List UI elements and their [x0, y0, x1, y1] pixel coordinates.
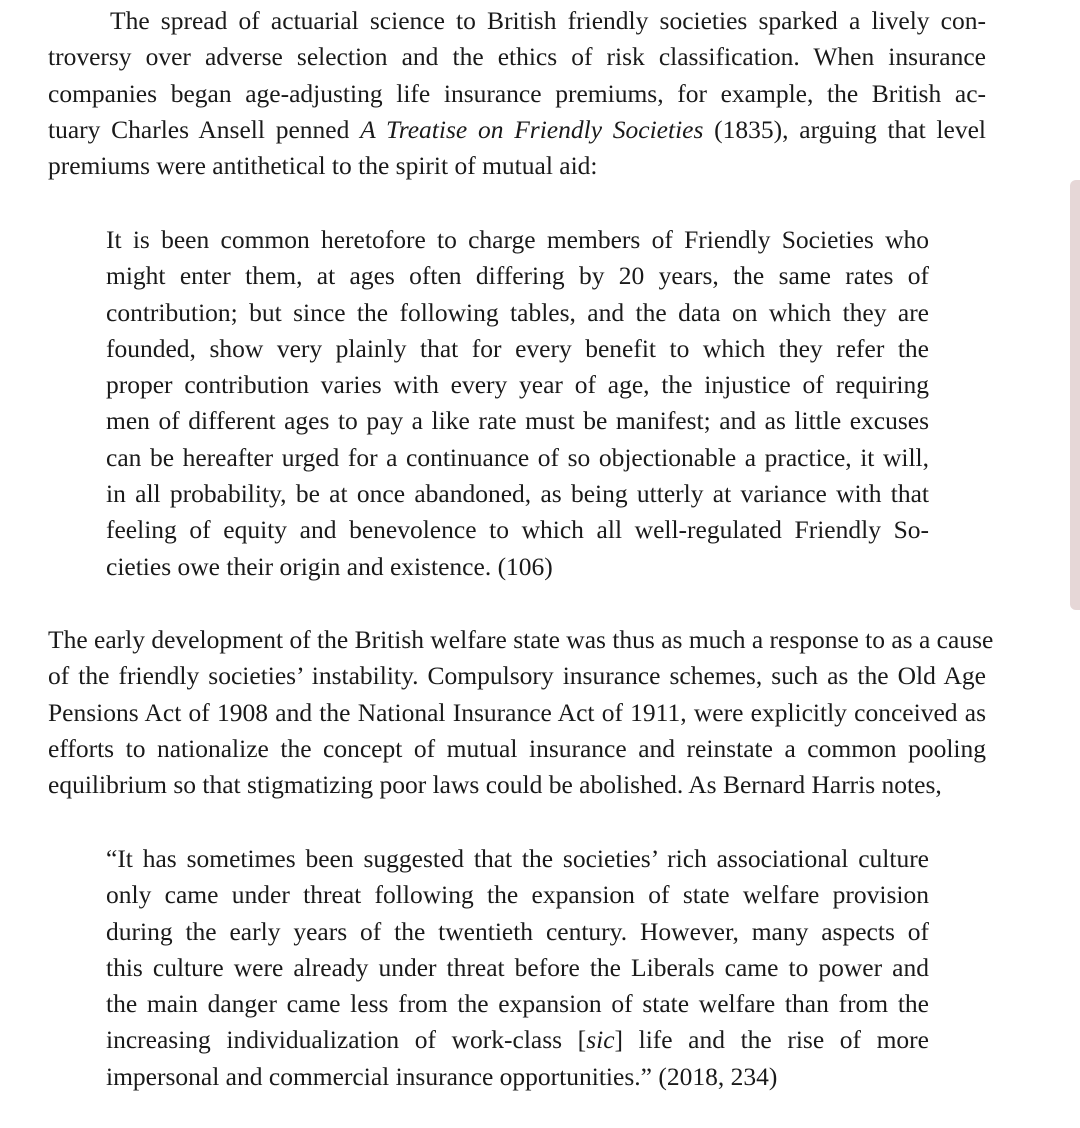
scrollbar-thumb[interactable]: [1070, 180, 1080, 610]
quote-line: It is been common heretofore to charge members of Friendly Societies who: [106, 225, 929, 254]
text-line: The early development of the British welfare state was thus as much a response to as a cause: [48, 625, 994, 654]
quote-line: men of different ages to pay a like rate must be manifest; and as little excuses: [106, 406, 929, 436]
quote-line: cieties owe their origin and existence. (106): [106, 551, 553, 581]
quote-line: in all probability, be at once abandoned, as being utterly at variance with that: [106, 479, 929, 509]
quote-line: increasing individualization of work-class [sic] life and the rise of more: [106, 1025, 929, 1055]
quote-line: “It has sometimes been suggested that the societies’ rich associational culture: [106, 844, 929, 873]
quote-line: only came under threat following the expansion of state welfare provision: [106, 880, 929, 910]
quote-line: feeling of equity and benevolence to which all well-regulated Friendly So-: [106, 515, 929, 545]
block-quote-2: [106, 841, 929, 1095]
quote-line: founded, show very plainly that for every benefit to which they refer the: [106, 333, 929, 363]
quote-line: might enter them, at ages often differing by 20 years, the same rates of: [106, 261, 929, 291]
body-paragraph-2: [48, 622, 994, 803]
block-quote-1: [106, 222, 929, 585]
body-paragraph-1: [48, 3, 986, 184]
sic-marker: sic: [586, 1025, 615, 1055]
text-line: of the friendly societies’ instability. Compulsory insurance schemes, such as the Old Age: [48, 661, 986, 691]
text-line: The spread of actuarial science to British friendly societies sparked a lively con-: [110, 6, 986, 35]
quote-line: impersonal and commercial insurance opportunities.” (2018, 234): [106, 1061, 778, 1091]
quote-line: this culture were already under threat before the Liberals came to power and: [106, 952, 929, 982]
text-line: premiums were antithetical to the spirit of mutual aid:: [48, 151, 598, 181]
text-line: troversy over adverse selection and the ethics of risk classification. When insurance: [48, 42, 986, 72]
text-line: efforts to nationalize the concept of mutual insurance and reinstate a common pooling: [48, 733, 986, 763]
quote-line: during the early years of the twentieth century. However, many aspects of: [106, 916, 929, 946]
quote-line: can be hereafter urged for a continuance of so objectionable a practice, it will,: [106, 442, 929, 472]
quote-line: the main danger came less from the expansion of state welfare than from the: [106, 989, 929, 1019]
text-line: tuary Charles Ansell penned A Treatise on Friendly Societies (1835), arguing that level: [48, 114, 986, 144]
quote-line: proper contribution varies with every year of age, the injustice of requiring: [106, 370, 929, 400]
text-line: companies began age-adjusting life insurance premiums, for example, the British ac-: [48, 78, 986, 108]
book-title: A Treatise on Friendly Societies: [360, 114, 704, 144]
text-line: Pensions Act of 1908 and the National Insurance Act of 1911, were explicitly conceived as: [48, 697, 986, 727]
quote-line: contribution; but since the following tables, and the data on which they are: [106, 297, 929, 327]
text-line: equilibrium so that stigmatizing poor laws could be abolished. As Bernard Harris notes,: [48, 770, 942, 800]
